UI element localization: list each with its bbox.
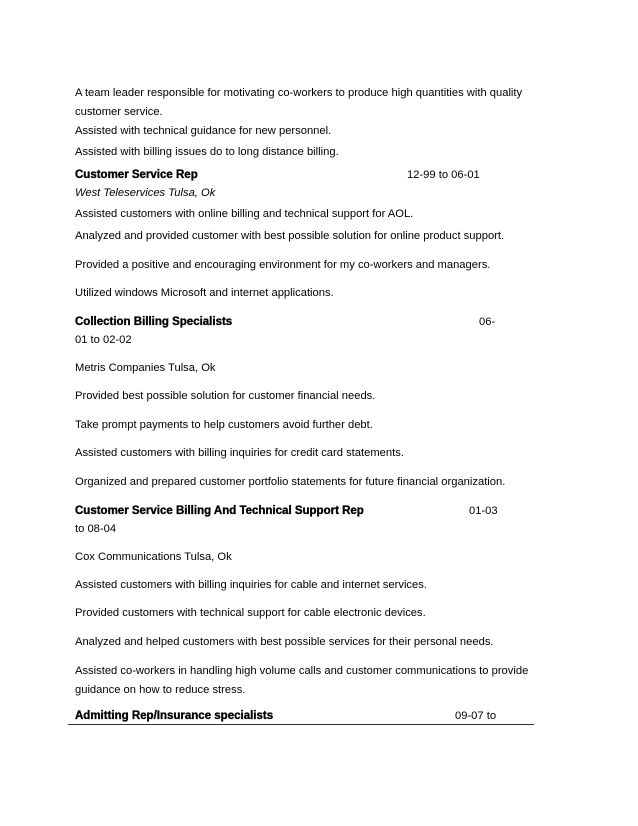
job-duty: guidance on how to reduce stress. — [75, 684, 246, 696]
job-title: Customer Service Billing And Technical Support Rep — [75, 505, 364, 517]
job-date-continued: to 08-04 — [75, 523, 117, 535]
job-duty: Utilized windows Microsoft and internet applications. — [75, 287, 334, 299]
job-title: Collection Billing Specialists — [75, 316, 233, 328]
job-duty: Assisted customers with billing inquiries for credit card statements. — [75, 447, 404, 459]
job-duty: Provided customers with technical support for cable electronic devices. — [75, 607, 426, 619]
intro-line: Assisted with technical guidance for new personnel. — [75, 125, 332, 137]
job-duty: Analyzed and helped customers with best possible services for their personal needs. — [75, 636, 494, 648]
job-duty: Provided a positive and encouraging environment for my co-workers and managers. — [75, 259, 491, 271]
intro-line: Assisted with billing issues do to long distance billing. — [75, 146, 339, 158]
job-company: Cox Communications Tulsa, Ok — [75, 551, 232, 563]
job-date: 06- — [479, 316, 496, 328]
job-company: West Teleservices Tulsa, Ok — [75, 187, 216, 199]
job-duty: Organized and prepared customer portfolio statements for future financial organization. — [75, 476, 506, 488]
job-title: Customer Service Rep — [75, 169, 198, 181]
job-duty: Assisted co-workers in handling high volume calls and customer communications to provide — [75, 665, 529, 677]
job-company: Metris Companies Tulsa, Ok — [75, 362, 216, 374]
job-date-continued: 01 to 02-02 — [75, 334, 132, 346]
job-duty: Analyzed and provided customer with best possible solution for online product support. — [75, 230, 505, 242]
job-date: 12-99 to 06-01 — [407, 169, 480, 181]
job-duty: Take prompt payments to help customers avoid further debt. — [75, 419, 373, 431]
intro-line: A team leader responsible for motivating co-workers to produce high quantities with quality — [75, 87, 523, 99]
job-duty: Provided best possible solution for customer financial needs. — [75, 390, 376, 402]
job-title: Admitting Rep/Insurance specialists — [75, 710, 274, 722]
job-duty: Assisted customers with online billing and technical support for AOL. — [75, 208, 414, 220]
intro-line: customer service. — [75, 106, 163, 118]
page-divider — [68, 724, 534, 725]
job-date: 09-07 to — [455, 710, 497, 722]
job-duty: Assisted customers with billing inquiries for cable and internet services. — [75, 579, 427, 591]
job-date: 01-03 — [469, 505, 498, 517]
